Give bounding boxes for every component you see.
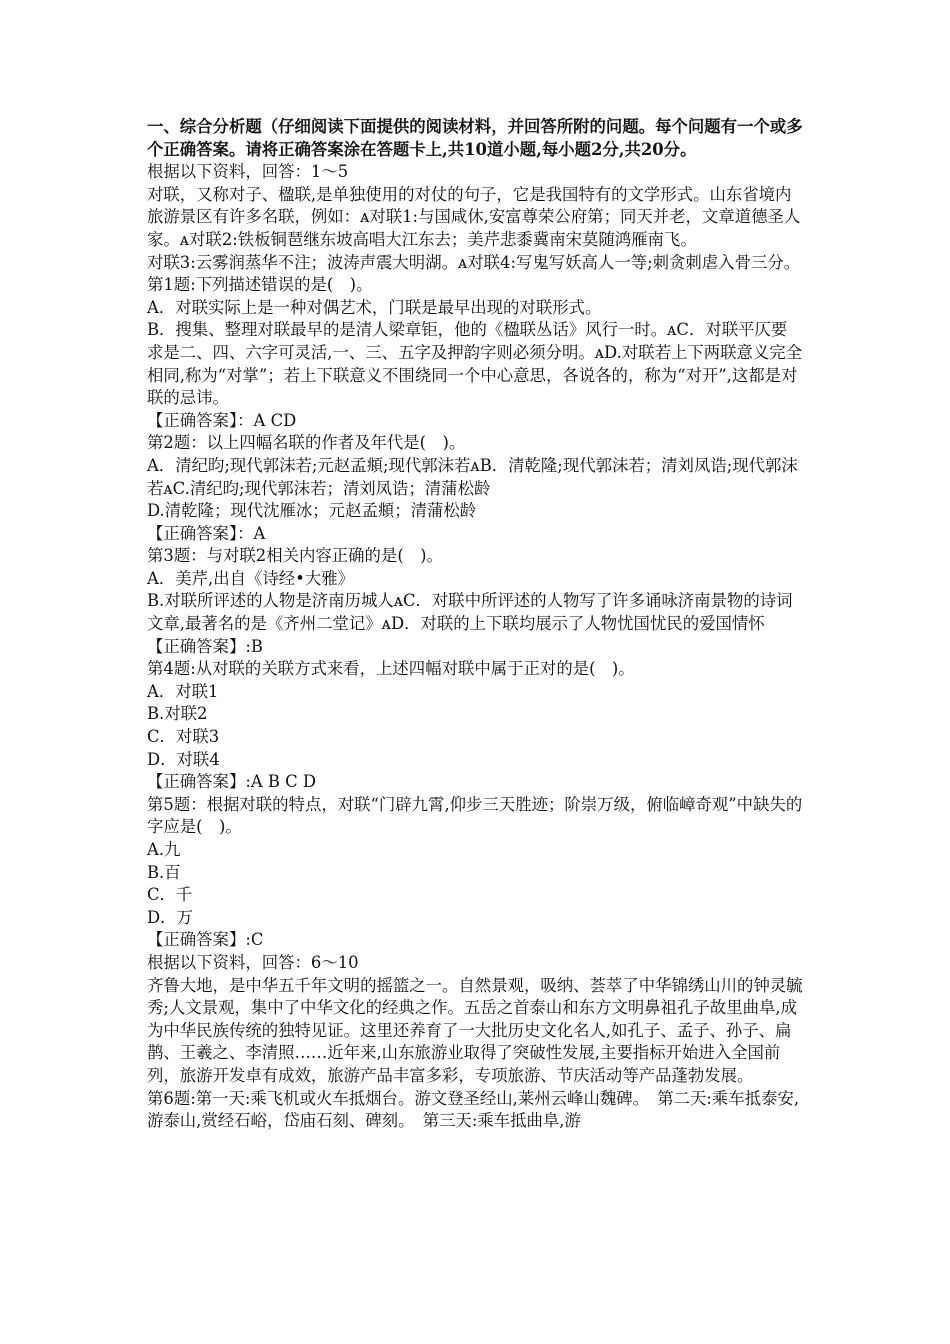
question-6: 第6题:第一天:乘飞机或火车抵烟台。游文登圣经山,莱州云峰山魏碑。 第二天:乘车抵泰安,游泰山,赏经石峪，岱庙石刻、碑刻。 第三天:乘车抵曲阜,游 xyxy=(147,1088,800,1131)
material-paragraph-2: 对联3:云雾润蒸华不注；波涛声震大明湖。ᴀ对联4:写鬼写妖高人一等;刺贪刺虐入骨三分。 xyxy=(147,252,801,272)
question-4-option-d: D．对联4 xyxy=(147,749,220,769)
question-4: 第4题:从对联的关联方式来看，上述四幅对联中属于正对的是( )。 xyxy=(147,659,635,679)
question-2-answer: 【正确答案】：A xyxy=(147,523,266,543)
question-2: 第2题：以上四幅名联的作者及年代是( )。 xyxy=(147,433,466,453)
question-1-option-a: A．对联实际上是一种对偶艺术，门联是最早出现的对联形式。 xyxy=(147,297,602,317)
section-heading: 一、综合分析题（仔细阅读下面提供的阅读材料，并回答所附的问题。每个问题有一个或多个正确答案。请将正确答案涂在答题卡上,共10道小题,每小题2分,共20分。 xyxy=(147,117,803,159)
question-2-option-d: D.清乾隆；现代沈雁冰；元赵孟頫；清蒲松龄 xyxy=(147,501,477,521)
question-1-options-bcd: B．搜集、整理对联最早的是清人梁章钜，他的《楹联丛话》风行一时。ᴀC．对联平仄要求是二、四、六字可灵活,一、三、五字及押韵字则必须分明。ᴀD.对联若上下两联意义完全相同,称为“对掌”；若上下联意义不围绕同一个中心意思，各说各的，称为“对开”,这都是对联的忌讳。 xyxy=(147,320,803,408)
document-body xyxy=(147,116,803,1133)
question-3-options-bcd: B.对联所评述的人物是济南历城人ᴀC．对联中所评述的人物写了许多诵咏济南景物的诗词文章,最著名的是《齐州二堂记》ᴀD．对联的上下联均展示了人物忧国忧民的爱国情怀 xyxy=(147,591,793,634)
material-intro-2: 根据以下资料，回答：6～10 xyxy=(147,952,359,972)
question-4-option-a: A．对联1 xyxy=(147,681,219,701)
question-3-option-a: A．美芹,出自《诗经•大雅》 xyxy=(147,568,355,588)
question-4-option-c: C．对联3 xyxy=(147,727,220,747)
question-2-options-abc: A．清纪昀;现代郭沫若;元赵孟頫;现代郭沫若ᴀB．清乾隆;现代郭沫若；清刘凤诰;现代郭沫若ᴀC.清纪昀;现代郭沫若；清刘凤诰；清蒲松龄 xyxy=(147,455,798,498)
question-5-option-a: A.九 xyxy=(147,840,181,859)
question-4-option-b: B.对联2 xyxy=(147,704,208,724)
question-1: 第1题:下列描述错误的是( )。 xyxy=(147,275,373,295)
material-paragraph-3: 齐鲁大地，是中华五千年文明的摇篮之一。自然景观，吸纳、荟萃了中华锦绣山川的钟灵毓秀;人文景观，集中了中华文化的经典之作。五岳之首泰山和东方文明鼻祖孔子故里曲阜,成为中华民族传统的独特见证。这里还养育了一大批历史文化名人,如孔子、孟子、孙子、扁鹊、王羲之、李清照……近年来,山东旅游业取得了突破性发展,主要指标开始进入全国前列，旅游开发卓有成效，旅游产品丰富多彩，专项旅游、节庆活动等产品蓬勃发展。 xyxy=(147,975,803,1085)
question-3-answer: 【正确答案】:B xyxy=(147,636,263,656)
question-4-answer: 【正确答案】:A B C D xyxy=(147,772,317,792)
question-5: 第5题：根据对联的特点，对联“门辟九霄,仰步三天胜迹；阶崇万级，俯临嶂奇观”中缺失的字应是( )。 xyxy=(147,794,803,837)
question-5-option-c: C．千 xyxy=(147,885,193,905)
material-intro-1: 根据以下资料，回答：1～5 xyxy=(147,162,349,182)
question-5-answer: 【正确答案】:C xyxy=(147,930,264,950)
question-1-answer: 【正确答案】：A CD xyxy=(147,410,297,430)
material-paragraph-1: 对联，又称对子、楹联,是单独使用的对仗的句子，它是我国特有的文学形式。山东省境内旅游景区有许多名联，例如：ᴀ对联1:与国咸休,安富尊荣公府第；同天并老，文章道德圣人家。ᴀ对联2:铁板铜琶继东坡高唱大江东去；美芹悲黍冀南宋莫随鸿雁南飞。 xyxy=(147,184,801,249)
question-5-option-d: D．万 xyxy=(147,907,193,927)
question-3: 第3题：与对联2相关内容正确的是( )。 xyxy=(147,546,443,566)
question-5-option-b: B.百 xyxy=(147,862,181,882)
